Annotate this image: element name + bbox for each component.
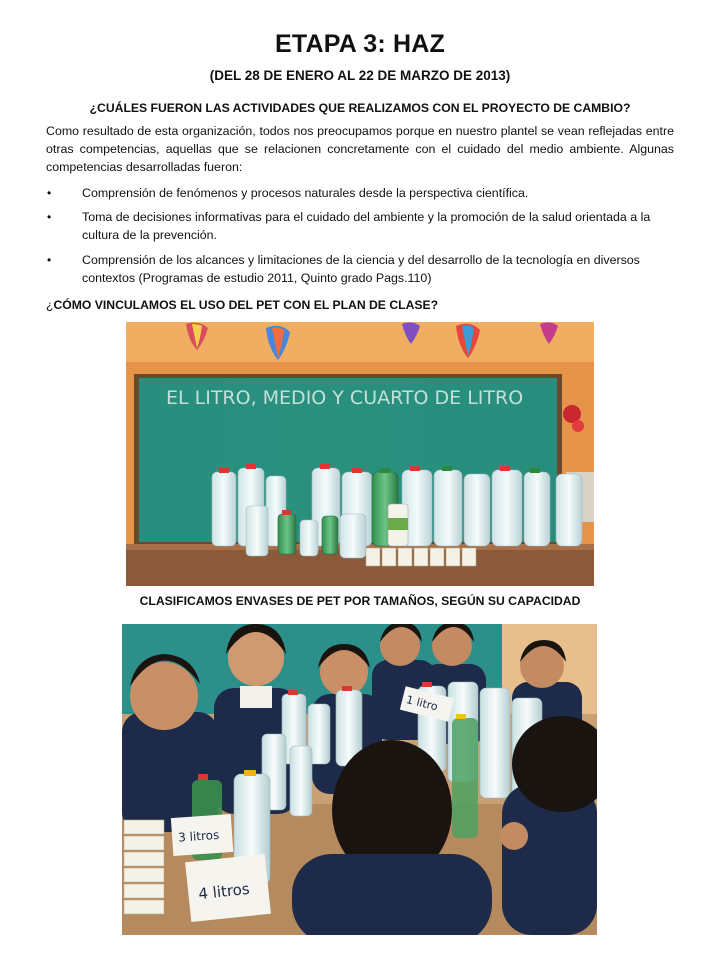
label-3-litros: 3 litros — [177, 827, 220, 845]
section-question-pet: ¿CÓMO VINCULAMOS EL USO DEL PET CON EL PLAN DE CLASE? — [46, 298, 439, 312]
bullet-icon: • — [47, 210, 52, 225]
page-title: ETAPA 3: HAZ — [275, 30, 445, 58]
chalkboard-text: EL LITRO, MEDIO Y CUARTO DE LITRO — [166, 387, 524, 409]
label-4-litros: 4 litros — [197, 879, 251, 904]
bullet-icon: • — [47, 252, 52, 267]
label-1-litro: 1 litro — [404, 693, 440, 714]
photo-bottles-chalkboard — [126, 322, 594, 586]
section-question-activities: ¿CUÁLES FUERON LAS ACTIVIDADES QUE REALIZAMOS CON EL PROYECTO DE CAMBIO? — [89, 101, 631, 115]
intro-paragraph: Como resultado de esta organización, todos nos preocupamos porque en nuestro plantel se vean reflejadas entre otras competencias, aquellas que se relacionen concretamente con el cuidado del medio ambiente. Algunas competencias desarrolladas fueron: — [46, 124, 674, 175]
list-item: • Comprensión de fenómenos y procesos naturales desde la perspectiva científica. — [46, 184, 674, 202]
competencies-list — [46, 184, 674, 293]
list-item: • Toma de decisiones informativas para el cuidado del ambiente y la promoción de la salud orientada a la cultura de la prevención. — [47, 210, 651, 243]
bullet-icon: • — [47, 186, 52, 200]
photo-caption: CLASIFICAMOS ENVASES DE PET POR TAMAÑOS, SEGÚN SU CAPACIDAD — [139, 594, 581, 608]
photo-children-classifying — [122, 624, 597, 935]
classroom-photo-illustration — [126, 322, 594, 586]
children-photo-illustration — [122, 624, 597, 935]
list-item: • Comprensión de los alcances y limitaciones de la ciencia y del desarrollo de la tecnología en diversos contextos (Programas de estudio 2011, Quinto grado Pags.110) — [47, 252, 640, 285]
date-range-subtitle: (DEL 28 DE ENERO AL 22 DE MARZO DE 2013) — [209, 68, 511, 83]
